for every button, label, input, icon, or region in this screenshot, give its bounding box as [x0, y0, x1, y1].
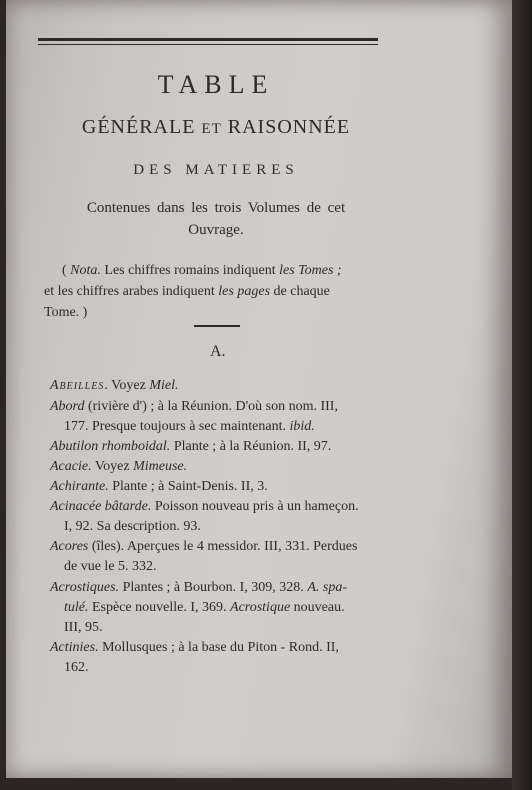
nota-pages: les pages — [218, 284, 271, 299]
top-rule-thick — [38, 38, 378, 41]
index-entry-acinacee — [50, 499, 359, 515]
entry-text: I, 92. Sa description. 93. — [64, 519, 201, 534]
entry-ref: Acrostique — [230, 600, 291, 615]
title-raisonnee-word: RAISONNÉE — [227, 116, 351, 138]
book-spine — [512, 0, 532, 790]
nota-text-2: et les chiffres arabes indiquent — [44, 284, 219, 299]
nota-line-2 — [44, 284, 330, 300]
entry-term: Acrostiques. — [50, 580, 120, 595]
index-entry-acrostiques-cont2 — [64, 620, 103, 636]
entry-ref: A. spa- — [307, 580, 347, 595]
book-page — [6, 0, 512, 778]
nota-line-1 — [62, 263, 342, 279]
entry-term: Abeilles — [50, 378, 105, 393]
entry-term: Acinacée bâtarde. — [50, 499, 152, 514]
title-table: TABLE — [157, 70, 275, 99]
title-et-word: ET — [201, 121, 222, 137]
section-rule — [194, 325, 240, 327]
section-letter: A. — [210, 343, 226, 360]
title-generale — [6, 116, 426, 139]
nota-label: Nota. — [70, 263, 101, 278]
entry-text: de vue le 5. 332. — [64, 559, 157, 574]
entry-text: (rivière d') ; à la Réunion. D'où son nom. III, — [84, 399, 338, 414]
subtitle-line-1: Contenues dans les trois Volumes de cet — [86, 200, 346, 216]
entry-text: 162. — [64, 660, 89, 675]
index-entry-acores-cont — [64, 559, 157, 575]
entry-term: Abord — [50, 399, 85, 414]
entry-term: Acacie. — [50, 459, 92, 474]
entry-text: Poisson nouveau pris à un hameçon. — [151, 499, 359, 514]
index-entry-abord — [50, 399, 338, 415]
entry-text: III, 95. — [64, 620, 103, 635]
entry-text: Plante ; à Saint-Denis. II, 3. — [108, 479, 268, 494]
entry-text: (îles). Aperçues le 4 messidor. III, 331. Perdues — [88, 539, 358, 554]
index-entry-acores — [50, 539, 357, 555]
nota-text-2-end: de chaque — [270, 284, 330, 299]
entry-term: tulé. — [64, 600, 89, 615]
index-entry-acrostiques — [50, 580, 347, 596]
index-entry-actinies — [50, 640, 339, 656]
title-generale-word: GÉNÉRALE — [81, 116, 196, 138]
index-entry-achirante — [50, 479, 268, 495]
entry-text: Espèce nouvelle. I, 369. — [88, 600, 231, 615]
index-entry-acinacee-cont — [64, 519, 201, 535]
index-entry-abord-cont — [64, 419, 315, 435]
nota-line-3: Tome. ) — [44, 305, 88, 320]
entry-text: Voyez — [91, 459, 134, 474]
entry-term: Abutilon rhomboidal. — [50, 439, 171, 454]
nota-text-1: Les chiffres romains indiquent — [100, 263, 280, 278]
title-matieres: DES MATIERES — [133, 162, 299, 178]
index-entry-acrostiques-cont — [64, 600, 345, 616]
entry-text: . Voyez — [104, 378, 150, 393]
entry-ref: Miel. — [149, 378, 179, 393]
entry-text-end: nouveau. — [290, 600, 345, 615]
entry-ref: Mimeuse. — [133, 459, 188, 474]
index-entry-abutilon — [50, 439, 331, 455]
top-rule-thin — [38, 44, 378, 45]
entry-term: Acores — [50, 539, 89, 554]
index-entry-acacie — [50, 459, 187, 475]
subtitle-line-2: Ouvrage. — [188, 222, 244, 238]
entry-text: Plantes ; à Bourbon. I, 309, 328. — [119, 580, 308, 595]
entry-text: Mollusques ; à la base du Piton - Rond. II, — [98, 640, 339, 655]
nota-open-paren: ( — [62, 263, 67, 278]
entry-text: 177. Presque toujours à sec maintenant. — [64, 419, 290, 434]
entry-term: Actinies. — [50, 640, 99, 655]
entry-term: Achirante. — [50, 479, 109, 494]
nota-tomes: les Tomes ; — [279, 263, 342, 278]
entry-ref: ibid. — [289, 419, 315, 434]
index-entry-abeilles — [50, 378, 178, 394]
index-entry-actinies-cont — [64, 660, 89, 676]
entry-text: Plante ; à la Réunion. II, 97. — [170, 439, 332, 454]
